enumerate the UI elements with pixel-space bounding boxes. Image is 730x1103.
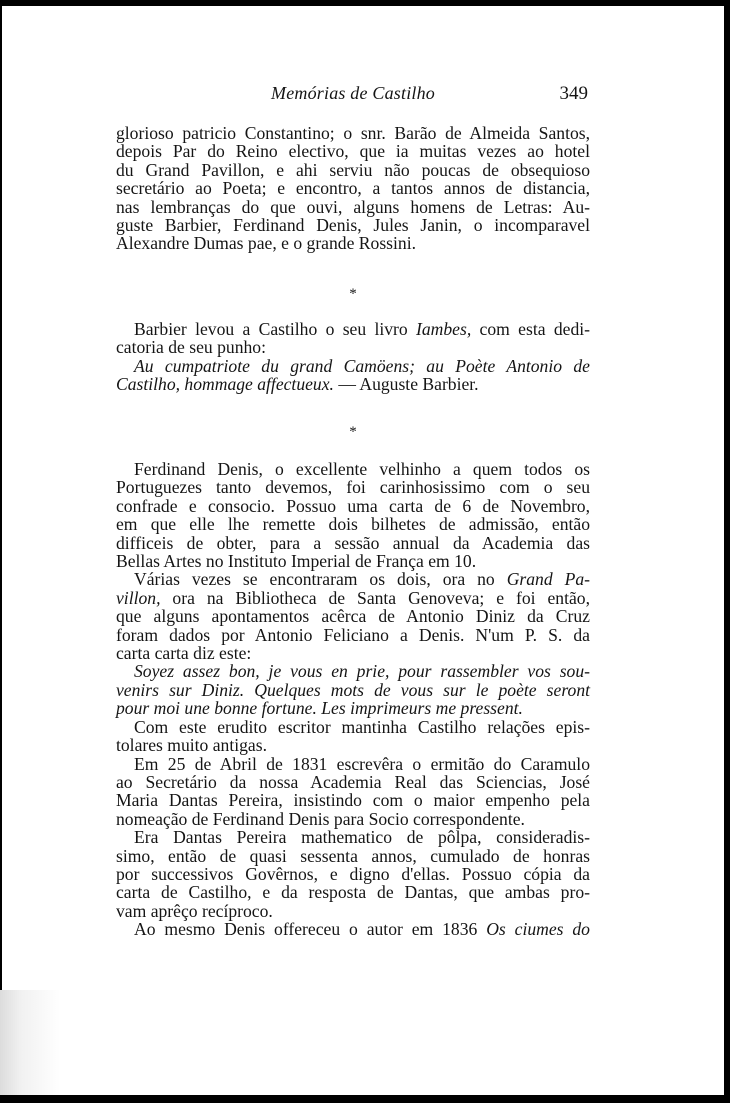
- text-line: carta carta diz este:: [116, 643, 252, 664]
- paragraph-denis: [116, 460, 590, 939]
- text-line: Ferdinand Denis, o excellente velhinho a quem todos os: [134, 459, 590, 479]
- text-line: guste Barbier, Ferdinand Denis, Jules Janin, o incomparavel: [116, 215, 590, 236]
- scan-edge-shadow: [0, 990, 60, 1095]
- section-separator: *: [349, 424, 357, 440]
- text-line: ao Secretário da nossa Academia Real das Sciencias, José: [116, 771, 590, 792]
- text-line: secretário ao Poeta; e encontro, a tantos annos de distancia,: [116, 178, 590, 199]
- text-line: simo, então de quasi sessenta annos, cumulado de honras: [116, 845, 590, 866]
- text-line: tolares muito antigas.: [116, 735, 267, 756]
- text-line: Bellas Artes no Instituto Imperial de França em 10.: [116, 551, 477, 572]
- page-header: [118, 83, 588, 109]
- scan-border-bottom: [0, 1095, 730, 1103]
- text-line: difficeis de obter, para a sessão annual da Academia das: [116, 532, 590, 553]
- text-line: du Grand Pavillon, e ahi serviu não poucas de obsequioso: [116, 159, 590, 180]
- section-separator: *: [349, 286, 357, 302]
- paragraph-continuation: [116, 124, 590, 253]
- text-line: nas lembranças do que ouvi, alguns homens de Letras: Au-: [116, 196, 590, 217]
- text-line: por successivos Govêrnos, e digno d'ellas. Possuo cópia da: [116, 863, 590, 884]
- text-line: nomeação de Ferdinand Denis para Socio correspondente.: [116, 808, 525, 829]
- quote-line: venirs sur Diniz. Quelques mots de vous sur le poète seront: [116, 679, 590, 700]
- dedication-line: Au cumpatriote du grand Camöens; au Poète Antonio de: [134, 355, 590, 376]
- text-line: em que elle lhe remette dois bilhetes de admissão, então: [116, 514, 590, 535]
- scan-border-right: [724, 0, 730, 1103]
- text-line: que alguns apontamentos acêrca de Antonio Diniz da Cruz: [116, 606, 590, 627]
- text-line: Com este erudito escritor mantinha Castilho relações epis-: [134, 716, 590, 737]
- scan-border-top: [0, 0, 730, 6]
- text-line: depois Par do Reino electivo, que ia muitas vezes ao hotel: [116, 141, 590, 162]
- text-line: catoria de seu punho:: [116, 337, 266, 358]
- text-line: carta de Castilho, e da resposta de Dantas, que ambas pro-: [116, 882, 590, 903]
- quote-line: pour moi une bonne fortune. Les imprimeurs me pressent.: [116, 698, 523, 719]
- text-line: glorioso patricio Constantino; o snr. Barão de Almeida Santos,: [116, 123, 590, 143]
- text-line: Maria Dantas Pereira, insistindo com o maior empenho pela: [116, 790, 590, 811]
- dedication-line: Castilho, hommage affectueux. — Auguste Barbier.: [116, 374, 479, 395]
- quote-line: Soyez assez bon, je vous en prie, pour rassembler vos sou-: [134, 661, 590, 682]
- text-line: Em 25 de Abril de 1831 escrevêra o ermitão do Caramulo: [134, 753, 590, 774]
- paragraph-barbier: [116, 320, 590, 394]
- text-line: vam aprêço recíproco.: [116, 900, 273, 921]
- text-line: Várias vezes se encontraram os dois, ora no Grand Pa-: [134, 569, 590, 590]
- running-title: Memórias de Castilho: [271, 83, 435, 103]
- text-line: Barbier levou a Castilho o seu livro Iambes, com esta dedi-: [134, 319, 590, 339]
- text-line: Alexandre Dumas pae, e o grande Rossini.: [116, 233, 416, 254]
- scan-border-left: [0, 0, 2, 1103]
- text-line: confrade e consocio. Possuo uma carta de 6 de Novembro,: [116, 495, 590, 516]
- text-line: Era Dantas Pereira mathematico de pôlpa, consideradis-: [134, 827, 590, 848]
- text-line: Portuguezes tanto devemos, foi carinhosissimo com o seu: [116, 477, 590, 498]
- text-line: Ao mesmo Denis offereceu o autor em 1836 Os ciumes do: [134, 919, 590, 940]
- text-line: villon, ora na Bibliotheca de Santa Genoveva; e foi então,: [116, 587, 590, 608]
- book-title: Iambes,: [416, 319, 472, 339]
- page-number: 349: [559, 83, 588, 104]
- text-line: foram dados por Antonio Feliciano a Denis. N'um P. S. da: [116, 624, 590, 645]
